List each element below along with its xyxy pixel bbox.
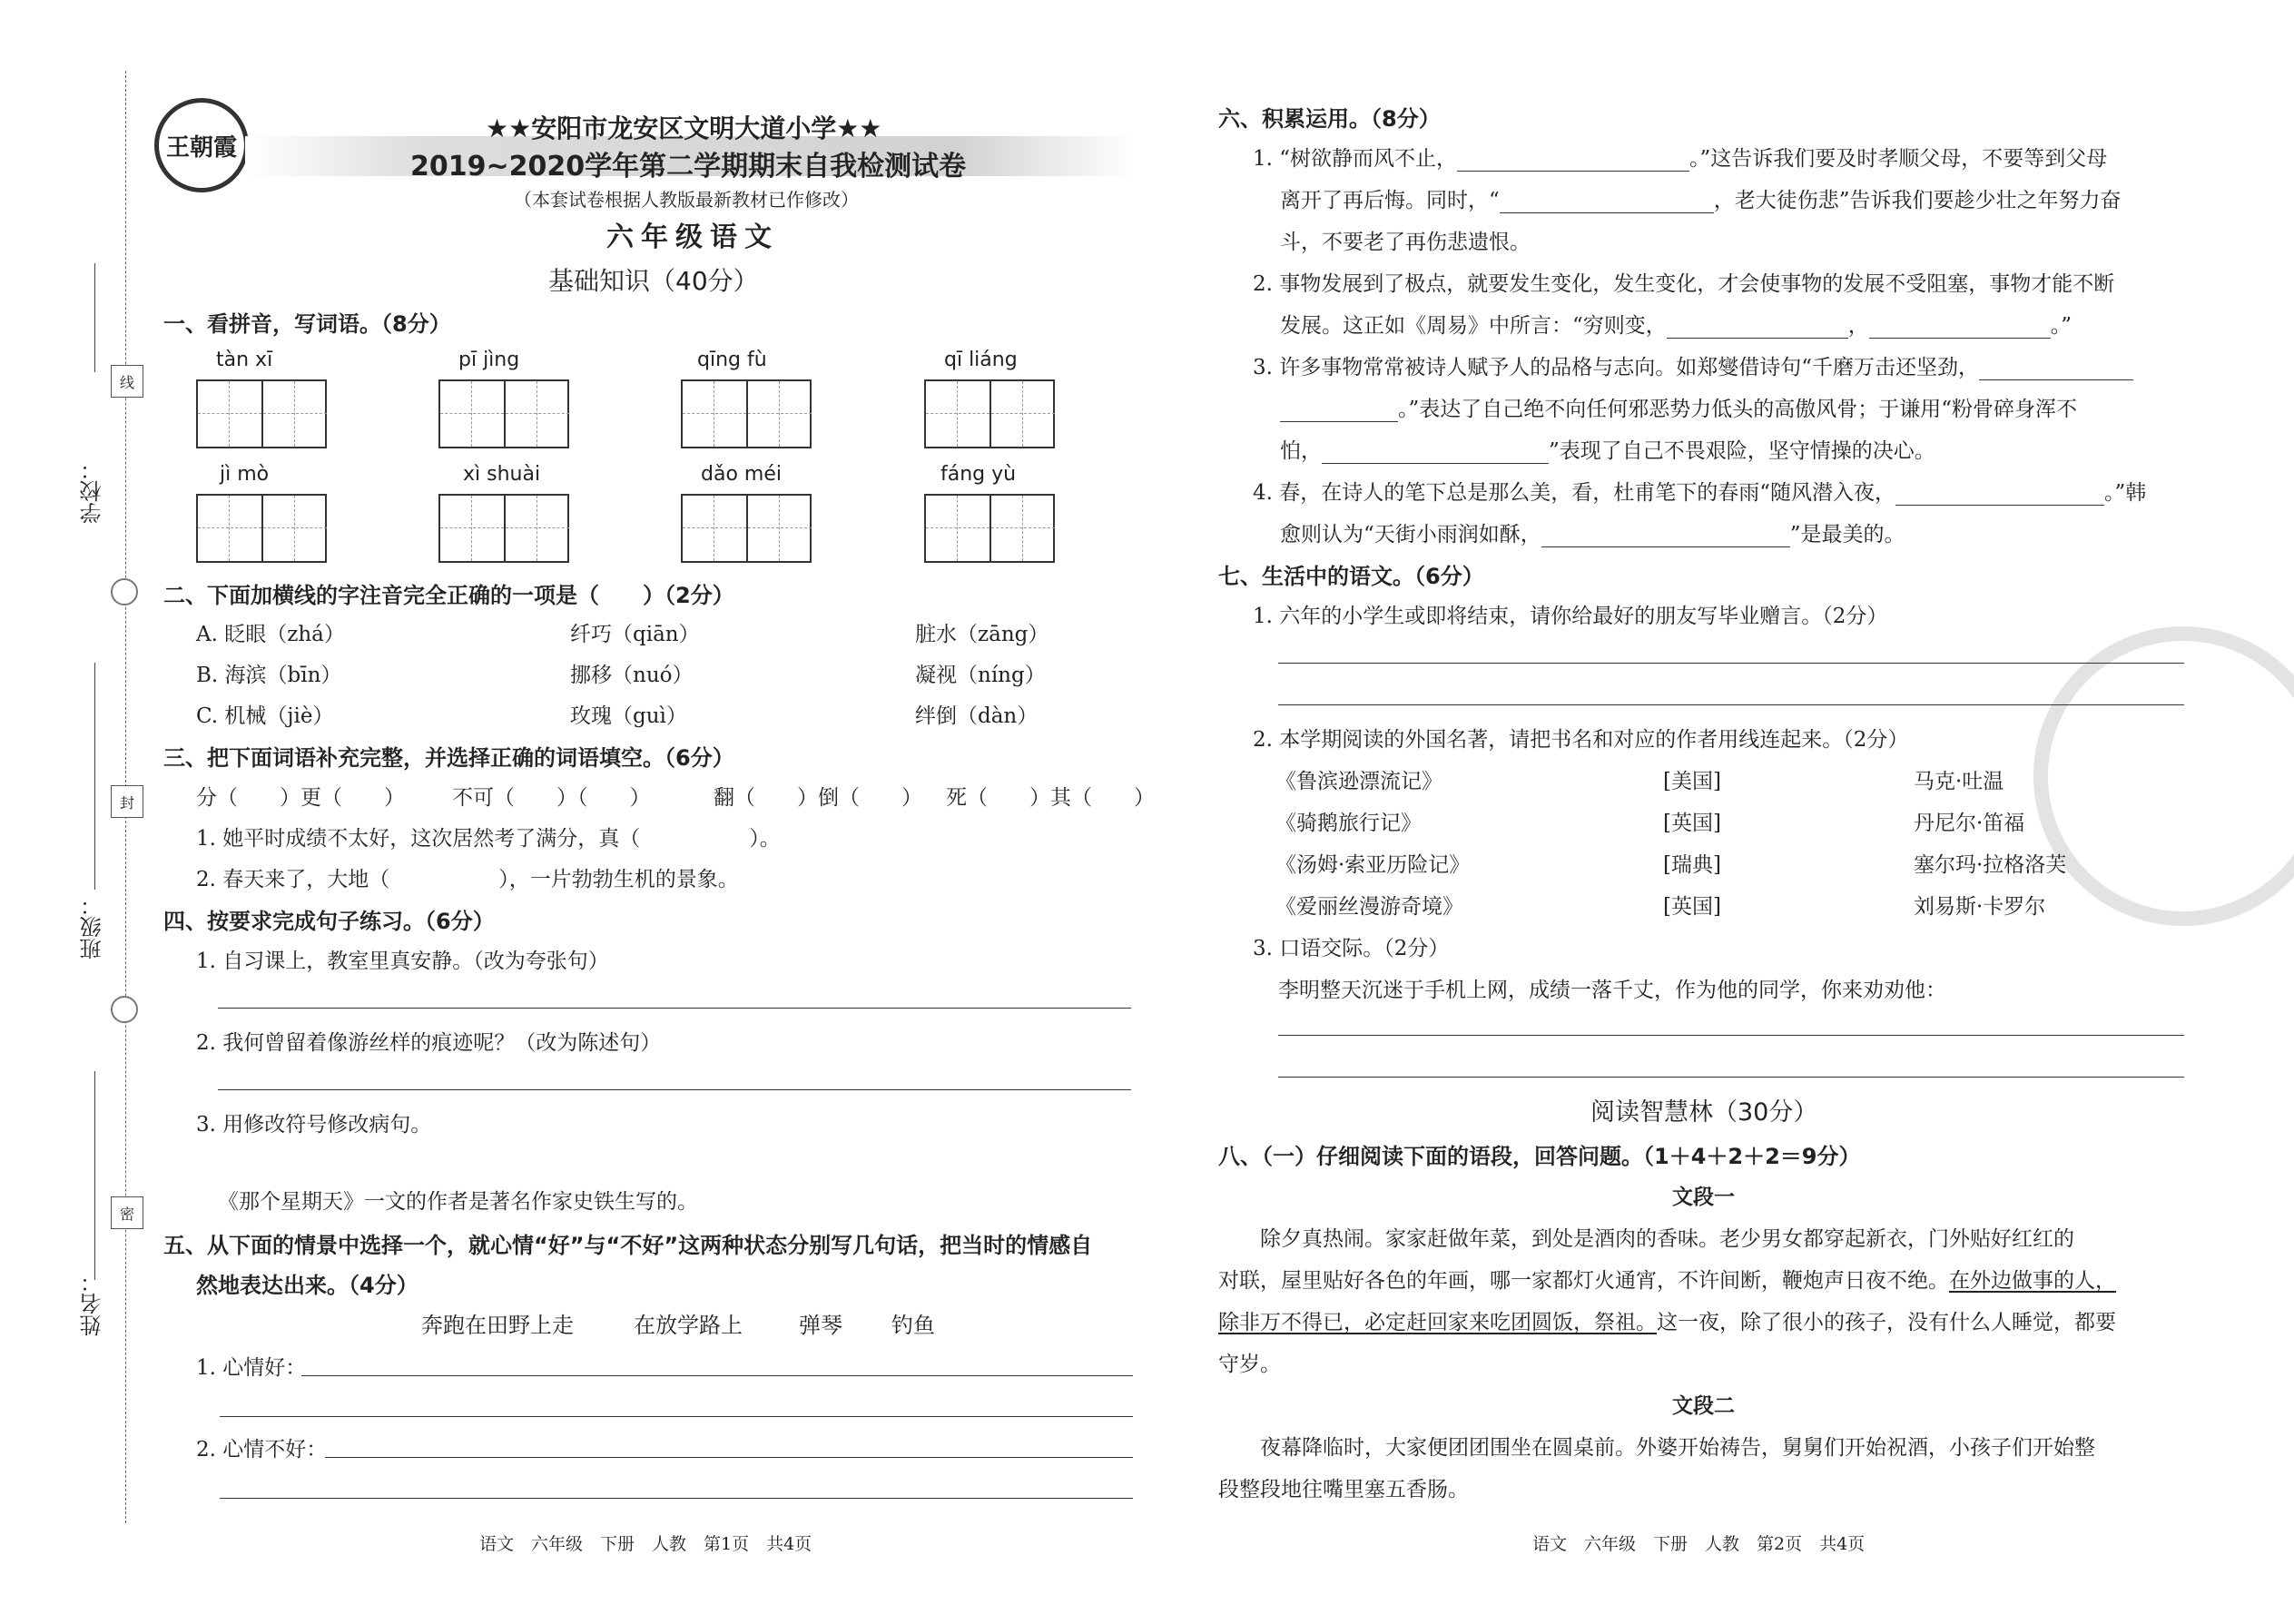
- writing-grid[interactable]: [924, 379, 1055, 448]
- pinyin-label: qī liáng: [944, 349, 1018, 371]
- writing-grid[interactable]: [196, 379, 327, 448]
- answer-line[interactable]: [1278, 1077, 2184, 1078]
- idiom-blank[interactable]: 死（ ）其（ ）: [946, 786, 1155, 810]
- sentence-text: ），一片勃勃生机的景象。: [498, 868, 739, 891]
- book-author[interactable]: 马克·吐温: [1914, 770, 2004, 793]
- question-2-title: 二、下面加横线的字注音完全正确的一项是（ ）（2分）: [163, 583, 734, 608]
- option-c-3: 绊倒（dàn）: [915, 704, 1039, 728]
- question-5-title-cont: 然地表达出来。（4分）: [196, 1273, 418, 1298]
- option-b-3: 凝视（níng）: [915, 664, 1046, 687]
- scene-option: 弹琴: [799, 1313, 842, 1338]
- question-8-title: 八、（一）仔细阅读下面的语段，回答问题。（1＋4＋2＋2＝9分）: [1218, 1144, 1861, 1169]
- seal-mark: 封: [111, 785, 143, 818]
- q6-line-9: [1253, 476, 2146, 506]
- q6-line-6: [1253, 350, 2133, 380]
- answer-line[interactable]: [218, 1089, 1131, 1090]
- section-heading-basic: 基础知识（40分）: [548, 266, 759, 296]
- book-title[interactable]: 《鲁滨逊漂流记》: [1275, 770, 1442, 793]
- answer-line[interactable]: [1278, 704, 2184, 705]
- sentence-text: 发展。这正如《周易》中所言：“穷则变，: [1280, 314, 1667, 338]
- q6-line-5: [1280, 309, 2072, 339]
- option-c-1: C. 机械（jiè）: [196, 704, 334, 728]
- passage-line: 守岁。: [1218, 1353, 1281, 1376]
- answer-line[interactable]: [1278, 1035, 2184, 1036]
- passage-line: 段整段地往嘴里塞五香肠。: [1218, 1478, 1469, 1501]
- answer-blank[interactable]: [1895, 481, 2104, 506]
- pinyin-label: tàn xī: [216, 349, 273, 371]
- q6-line-2: [1280, 183, 2122, 213]
- q6-line-7: [1280, 392, 2077, 422]
- passage-2-title: 文段二: [1672, 1394, 1735, 1418]
- q6-line-1: [1253, 142, 2107, 172]
- option-a-1: A. 眨眼（zhá）: [196, 623, 345, 646]
- sentence-text: 。”韩: [2104, 481, 2147, 505]
- sentence-text: 1. “树欲静而风不止，: [1253, 147, 1458, 171]
- name-blank: [94, 1071, 95, 1280]
- pinyin-label: jì mò: [220, 463, 270, 486]
- page-footer-right: 语文 六年级 下册 人教 第2页 共4页: [1532, 1534, 1866, 1554]
- pinyin-label: dǎo méi: [701, 463, 782, 486]
- book-author[interactable]: 丹尼尔·笛福: [1914, 812, 2025, 835]
- name-label: 姓名：: [80, 1271, 105, 1336]
- sentence-task-2: 2. 我何曾留着像游丝样的痕迹呢？（改为陈述句）: [196, 1031, 662, 1055]
- question-1-title: 一、看拼音，写词语。（8分）: [163, 311, 451, 337]
- book-title[interactable]: 《爱丽丝漫游奇境》: [1275, 895, 1463, 919]
- sentence-text: 3. 许多事物常常被诗人赋予人的品格与志向。如郑燮借诗句“千磨万击还坚劲，: [1253, 356, 1980, 379]
- q7-task-2: 2. 本学期阅读的外国名著，请把书名和对应的作者用线连起来。（2分）: [1253, 728, 1909, 752]
- question-7-title: 七、生活中的语文。（6分）: [1218, 564, 1484, 589]
- scene-option: 奔跑在田野上走: [421, 1313, 574, 1338]
- page-footer-left: 语文 六年级 下册 人教 第1页 共4页: [479, 1534, 812, 1554]
- answer-line[interactable]: [220, 1498, 1133, 1499]
- underlined-sentence: 在外边做事的人，: [1949, 1269, 2116, 1293]
- sentence-task-1: 1. 自习课上，教室里真安静。（改为夸张句）: [196, 950, 609, 973]
- passage-line: [1218, 1264, 2116, 1294]
- passage-line: [1218, 1305, 2116, 1335]
- bad-mood-label: 2. 心情不好：: [196, 1438, 328, 1462]
- book-author[interactable]: 塞尔玛·拉格洛芙: [1914, 853, 2067, 877]
- option-b-1: B. 海滨（bīn）: [196, 664, 342, 687]
- idiom-blank[interactable]: 翻（ ）倒（ ）: [714, 786, 922, 810]
- sentence-text: ）。: [749, 827, 781, 851]
- answer-line[interactable]: [1278, 663, 2184, 664]
- question-5-title: 五、从下面的情景中选择一个，就心情“好”与“不好”这两种状态分别写几句话，把当时的情感自: [163, 1233, 1093, 1258]
- answer-line[interactable]: [220, 1416, 1133, 1417]
- question-6-title: 六、积累运用。（8分）: [1218, 106, 1441, 132]
- option-a-3: 脏水（zāng）: [915, 623, 1049, 646]
- good-mood-label: 1. 心情好：: [196, 1356, 307, 1380]
- sentence-text: ，老大徒伤悲”告诉我们要趁少壮之年努力奋: [1713, 189, 2122, 212]
- writing-grid[interactable]: [681, 379, 812, 448]
- school-blank: [94, 263, 95, 372]
- pinyin-label: qīng fù: [697, 349, 767, 371]
- passage-1-title: 文段一: [1672, 1186, 1735, 1209]
- sentence-text: 。”这告诉我们要及时孝顺父母，不要等到父母: [1689, 147, 2108, 171]
- idiom-blank[interactable]: 不可（ ）（ ）: [452, 786, 651, 810]
- book-title[interactable]: 《骑鹅旅行记》: [1275, 812, 1422, 835]
- school-name: ★★安阳市龙安区文明大道小学★★: [486, 113, 882, 143]
- answer-blank[interactable]: [1500, 189, 1714, 213]
- logo-icon: [154, 98, 249, 192]
- answer-blank[interactable]: [1322, 439, 1549, 464]
- answer-line[interactable]: [301, 1375, 1133, 1376]
- section-heading-reading: 阅读智慧林（30分）: [1590, 1098, 1818, 1127]
- answer-line[interactable]: [325, 1457, 1133, 1458]
- book-author[interactable]: 刘易斯·卡罗尔: [1914, 895, 2046, 919]
- option-c-2: 玫瑰（guì）: [570, 704, 687, 728]
- school-label: 学校：: [80, 458, 105, 524]
- book-title[interactable]: 《汤姆·索亚历险记》: [1275, 853, 1471, 877]
- answer-blank[interactable]: [1457, 147, 1689, 172]
- q7-task-3: 3. 口语交际。（2分）: [1253, 937, 1450, 960]
- writing-grid[interactable]: [924, 494, 1055, 563]
- sentence-text: ”表现了自己不畏艰险，坚守情操的决心。: [1549, 439, 1935, 463]
- writing-grid[interactable]: [681, 494, 812, 563]
- sentence-text: ”是最美的。: [1789, 523, 1905, 546]
- book-country[interactable]: [美国]: [1663, 770, 1721, 793]
- answer-blank[interactable]: [1280, 398, 1398, 422]
- answer-line[interactable]: [218, 1008, 1131, 1009]
- exam-note: （本套试卷根据人教版最新教材已作修改）: [514, 189, 859, 211]
- q7-task-1: 1. 六年的小学生或即将结束，请你给最好的朋友写毕业赠言。（2分）: [1253, 605, 1888, 628]
- subject-title: 六年级语文: [606, 221, 779, 253]
- sentence-text: 。”: [2050, 314, 2072, 338]
- class-label: 班级：: [80, 894, 105, 960]
- book-country[interactable]: [瑞典]: [1663, 853, 1721, 877]
- sentence-text: 离开了再后悔。同时，“: [1280, 189, 1500, 212]
- answer-blank[interactable]: [1869, 314, 2051, 339]
- logo-text: 王朝霞: [165, 133, 237, 162]
- passage-line: 夜幕降临时，大家便团团围坐在圆桌前。外婆开始祷告，舅舅们开始祝酒，小孩子们开始整: [1260, 1436, 2095, 1460]
- underlined-sentence: 除非万不得已，必定赶回家来吃团圆饭，祭祖。: [1218, 1311, 1657, 1334]
- watermark-seal-icon: [2033, 626, 2294, 926]
- book-country[interactable]: [英国]: [1663, 812, 1721, 835]
- answer-blank[interactable]: [1979, 356, 2133, 380]
- writing-grid[interactable]: [438, 379, 569, 448]
- q6-line-4: 2. 事物发展到了极点，就要发生变化，发生变化，才会使事物的发展不受阻塞，事物才能不断: [1253, 272, 2115, 296]
- option-b-2: 挪移（nuó）: [570, 664, 694, 687]
- q7-task-3-text: 李明整天沉迷于手机上网，成绩一落千丈，作为他的同学，你来劝劝他：: [1278, 979, 1946, 1002]
- passage-line: 除夕真热闹。家家赶做年菜，到处是酒肉的香味。老少男女都穿起新衣，门外贴好红红的: [1260, 1227, 2074, 1251]
- sentence-text: ，: [1847, 314, 1869, 338]
- pinyin-label: pī jìng: [458, 349, 520, 371]
- seal-mark: 密: [111, 1196, 143, 1229]
- binding-hole-icon: [111, 996, 138, 1023]
- writing-grid[interactable]: [438, 494, 569, 563]
- fill-sentence-1: [196, 822, 781, 851]
- sick-sentence: 《那个星期天》一文的作者是著名作家史铁生写的。: [218, 1190, 698, 1214]
- q6-line-3: 斗，不要老了再伤悲遗恨。: [1280, 231, 1531, 254]
- binding-hole-icon: [111, 578, 138, 605]
- answer-blank[interactable]: [1541, 523, 1790, 547]
- option-a-2: 纤巧（qiān）: [570, 623, 700, 646]
- question-3-title: 三、把下面词语补充完整，并选择正确的词语填空。（6分）: [163, 745, 734, 771]
- fill-sentence-2: [196, 862, 739, 892]
- exam-title: 2019~2020学年第二学期期末自我检测试卷: [410, 151, 967, 182]
- sentence-text: 2. 春天来了，大地（: [196, 868, 390, 891]
- scene-option: 钓鱼: [891, 1313, 935, 1338]
- sentence-text: 4. 春，在诗人的笔下总是那么美，看，杜甫笔下的春雨“随风潜入夜，: [1253, 481, 1896, 505]
- idiom-blank[interactable]: 分（ ）更（ ）: [196, 786, 405, 810]
- question-4-title: 四、按要求完成句子练习。（6分）: [163, 909, 495, 934]
- scene-option: 在放学路上: [634, 1313, 743, 1338]
- sentence-task-3: 3. 用修改符号修改病句。: [196, 1113, 432, 1137]
- sentence-text: 对联，屋里贴好各色的年画，哪一家都灯火通宵，不许间断，鞭炮声日夜不绝。: [1218, 1269, 1949, 1293]
- pinyin-label: fáng yù: [940, 463, 1017, 486]
- book-country[interactable]: [英国]: [1663, 895, 1721, 919]
- sentence-text: 1. 她平时成绩不太好，这次居然考了满分，真（: [196, 827, 641, 851]
- class-blank: [94, 663, 95, 890]
- sentence-text: 这一夜，除了很小的孩子，没有什么人睡觉，都要: [1657, 1311, 2116, 1334]
- pinyin-label: xì shuài: [463, 463, 541, 486]
- sentence-text: 愈则认为“天街小雨润如酥，: [1280, 523, 1541, 546]
- writing-grid[interactable]: [196, 494, 327, 563]
- answer-blank[interactable]: [1667, 314, 1848, 339]
- q6-line-10: [1280, 517, 1905, 547]
- sentence-text: 怕，: [1280, 439, 1322, 463]
- seal-mark: 线: [111, 365, 143, 398]
- q6-line-8: [1280, 434, 1935, 464]
- sentence-text: 。”表达了自己绝不向任何邪恶势力低头的高傲风骨；于谦用“粉骨碎身浑不: [1398, 398, 2078, 421]
